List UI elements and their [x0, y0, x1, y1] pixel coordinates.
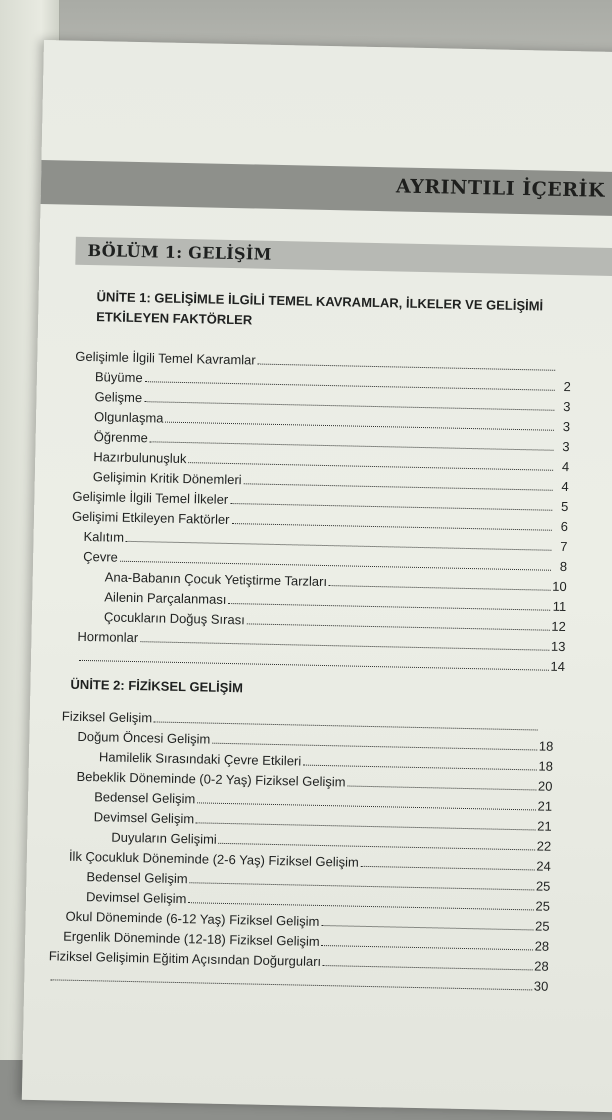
toc-entry-label: Devimsel Gelişim — [93, 809, 195, 827]
toc-entry-page: 11 — [552, 598, 567, 615]
toc-entry-label: Bebeklik Döneminde (0-2 Yaş) Fiziksel Gelişim — [76, 768, 346, 790]
unit-2-toc — [30, 706, 612, 994]
unit-1-toc — [38, 346, 612, 675]
toc-entry-page: 14 — [550, 658, 566, 675]
toc-entry-label: Olgunlaşma — [93, 409, 164, 426]
toc-entry-page: 4 — [561, 458, 570, 475]
toc-entry-page: 25 — [535, 878, 551, 894]
toc-entry-page: 22 — [536, 838, 552, 854]
toc-entry-label: Fiziksel Gelişimin Eğitim Açısından Doğurguları — [48, 948, 322, 970]
toc-entry-page: 25 — [534, 918, 550, 934]
toc-entry-page: 21 — [537, 798, 553, 814]
toc-entry-page: 18 — [538, 758, 554, 774]
toc-entry-page: 8 — [559, 558, 568, 575]
toc-entry-page: 25 — [535, 898, 551, 914]
toc-entry-label: Büyüme — [94, 369, 143, 386]
toc-entry-label: Hamilelik Sırasındaki Çevre Etkileri — [98, 749, 302, 769]
toc-entry-page: 6 — [560, 518, 569, 535]
leader-dots — [230, 503, 552, 511]
leader-dots — [303, 765, 536, 771]
toc-entry-label: Okul Döneminde (6-12 Yaş) Fiziksel Gelişim — [65, 908, 320, 929]
toc-entry-label: Çevre — [83, 548, 119, 565]
toc-entry-page: 30 — [533, 978, 549, 994]
section-bar — [75, 237, 612, 277]
leader-dots — [247, 623, 550, 630]
toc-entry-label: Gelişimi Etkileyen Faktörler — [71, 508, 230, 527]
toc-entry-label: Bedensel Gelişim — [94, 789, 196, 807]
leader-dots — [228, 603, 550, 611]
book-page — [22, 40, 612, 1112]
toc-entry-label: Ailenin Parçalanması — [104, 589, 227, 607]
section-title: BÖLÜM 1: GELİŞİM — [87, 240, 272, 264]
toc-entry-page: 3 — [563, 398, 571, 415]
leader-dots — [231, 523, 551, 531]
toc-entry-label: Gelişimle İlgili Temel Kavramlar — [75, 348, 256, 368]
toc-entry-label: Hormonlar — [77, 628, 139, 646]
toc-entry-label: Gelişimin Kritik Dönemleri — [92, 469, 242, 488]
toc-entry-page: 12 — [551, 618, 566, 635]
toc-entry-label: Hazırbulunuşluk — [93, 449, 187, 467]
toc-entry-label: Ergenlik Döneminde (12-18) Fiziksel Gelişim — [63, 928, 320, 949]
leader-dots — [361, 866, 535, 871]
leader-dots — [321, 925, 533, 930]
leader-dots — [347, 786, 535, 791]
toc-entry-page: 28 — [534, 938, 550, 954]
toc-entry-label: Fiziksel Gelişim — [61, 708, 153, 726]
page-title: AYRINTILI İÇERİK — [395, 175, 606, 202]
toc-entry-page: 2 — [563, 378, 572, 395]
toc-entry-page: 24 — [536, 858, 551, 874]
leader-dots — [79, 660, 548, 671]
toc-entry-page: 5 — [560, 498, 569, 515]
toc-entry-label: Duyuların Gelişimi — [111, 829, 217, 847]
leader-dots — [322, 945, 533, 950]
leader-dots — [323, 965, 532, 970]
toc-entry-page: 28 — [534, 958, 549, 974]
toc-entry-page: 21 — [537, 818, 552, 834]
leader-dots — [212, 743, 537, 751]
leader-dots — [329, 585, 550, 591]
toc-entry-page: 3 — [562, 438, 570, 455]
toc-entry-page: 4 — [561, 478, 569, 495]
toc-entry-label: Bedensel Gelişim — [86, 869, 188, 887]
toc-entry-label: İlk Çocukluk Döneminde (2-6 Yaş) Fiziksel Gelişim — [68, 848, 359, 870]
toc-entry-page: 7 — [560, 538, 568, 555]
toc-entry-page: 20 — [537, 778, 553, 794]
toc-entry-label: Öğrenme — [93, 429, 149, 446]
leader-dots — [190, 882, 534, 890]
header-banner — [41, 160, 612, 217]
toc-entry-label: Gelişimle İlgili Temel İlkeler — [72, 488, 229, 507]
leader-dots — [188, 902, 533, 910]
leader-dots — [197, 802, 535, 810]
toc-entry-label: Ana-Babanın Çocuk Yetiştirme Tarzları — [104, 569, 328, 590]
leader-dots — [196, 822, 535, 830]
toc-entry-label: Çocukların Doğuş Sırası — [103, 609, 245, 628]
toc-entry-label: Doğum Öncesi Gelişim — [77, 728, 211, 747]
toc-entry-page: 10 — [552, 578, 567, 595]
toc-entry-label: Devimsel Gelişim — [85, 889, 187, 907]
unit-2-title: ÜNİTE 2: FİZİKSEL GELİŞİM — [70, 676, 244, 696]
unit-1-title: ÜNİTE 1: GELİŞİMLE İLGİLİ TEMEL KAVRAMLAR, İLKELER VE GELİŞİMİ ETKİLEYEN FAKTÖRLER — [96, 289, 544, 328]
toc-entry-label: Kalıtım — [83, 528, 125, 545]
toc-entry-page: 18 — [538, 738, 554, 754]
toc-entry-label: Gelişme — [94, 389, 143, 406]
leader-dots — [244, 483, 553, 490]
toc-entry-page: 13 — [550, 638, 566, 655]
toc-entry-page: 3 — [562, 418, 571, 435]
leader-dots — [50, 979, 531, 990]
leader-dots — [258, 364, 556, 371]
leader-dots — [219, 843, 535, 851]
